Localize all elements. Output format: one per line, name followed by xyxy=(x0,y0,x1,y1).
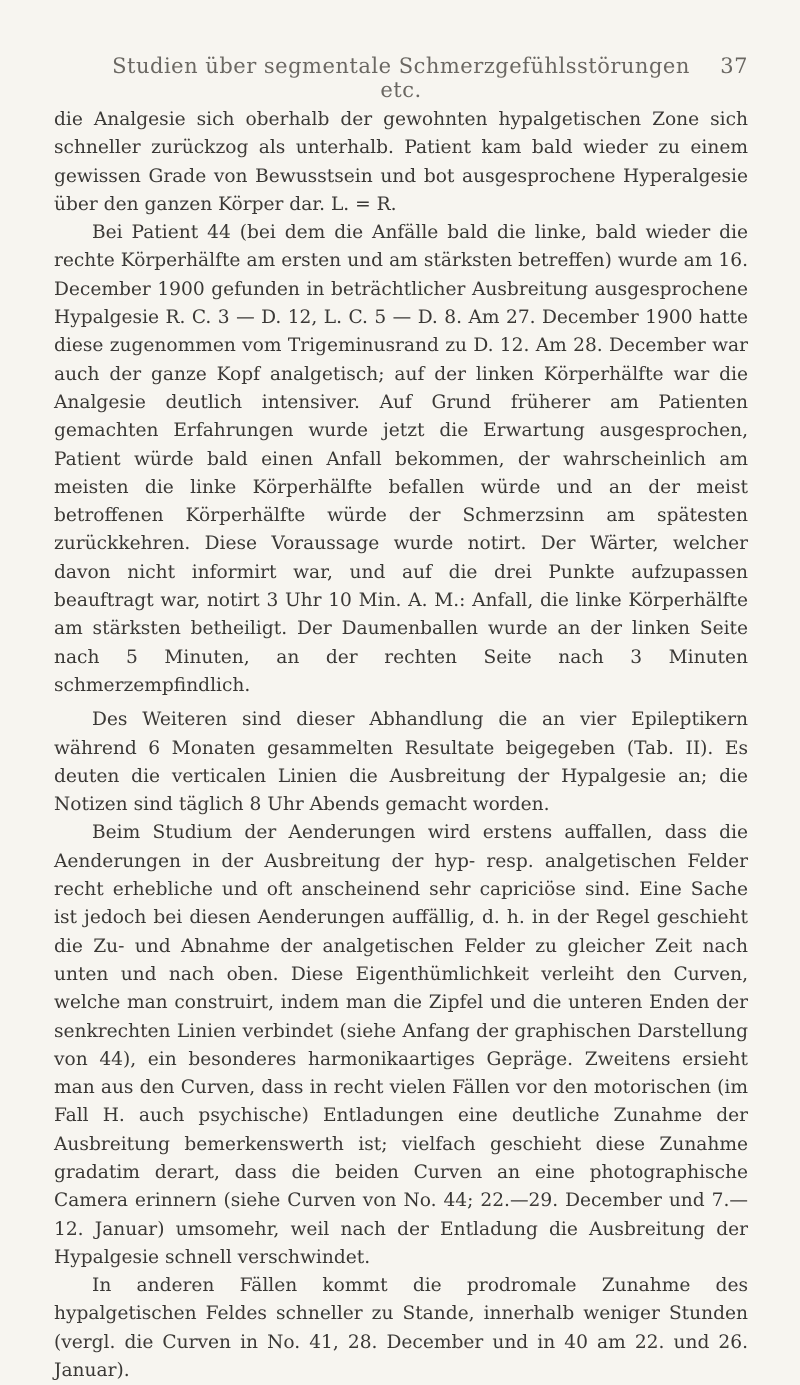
page-number: 37 xyxy=(720,54,748,78)
paragraph: die Analgesie sich oberhalb der gewohnten hypalgetischen Zone sich schneller zurückzog als unterhalb. Patient kam bald wieder zu einem gewissen Grade von Bewusstsein und bot ausgesprochene Hyperalgesie über den ganzen Körper dar. L. = R. xyxy=(54,109,748,215)
paragraph: In anderen Fällen kommt die prodromale Zunahme des hypalgetischen Feldes schneller zu Stande, innerhalb weniger Stunden (vergl. die Curven in No. 41, 28. December und in 40 am 22. und 26. Januar). xyxy=(54,1275,748,1382)
paragraph: Bei Patient 44 (bei dem die Anfälle bald die linke, bald wieder die rechte Körperhälfte am ersten und am stärksten betreffen) wurde am 16. December 1900 gefunden in beträchtlicher Ausbreitung ausgesprochene Hypalgesie R. C. 3 — D. 12, L. C. 5 — D. 8. Am 27. December 1900 hatte diese zugenommen vom Trigeminusrand zu D. 12. Am 28. December war auch der ganze Kopf analgetisch; auf der linken Körperhälfte war die Analgesie deutlich intensiver. Auf Grund früherer am Patienten gemachten Erfahrungen wurde jetzt die Erwartung ausgesprochen, Patient würde bald einen Anfall bekommen, der wahrscheinlich am meisten die linke Körperhälfte befallen würde und an der meist betroffenen Körperhälfte würde der Schmerzsinn am spätesten zurückkehren. Diese Voraussage wurde notirt. Der Wärter, welcher davon nicht informirt war, und auf die drei Punkte aufzupassen beauftragt war, notirt 3 Uhr 10 Min. A. M.: Anfall, die linke Körperhälfte am stärksten betheiligt. Der Daumenballen wurde an der linken Seite nach 5 Minuten, an der rechten Seite nach 3 Minuten schmerzempfindlich. xyxy=(54,222,748,696)
paragraph: Beim Studium der Aenderungen wird erstens auffallen, dass die Aenderungen in der Ausbreitung der hyp- resp. analgetischen Felder recht erhebliche und oft anscheinend sehr capriciöse sind. Eine Sache ist jedoch bei diesen Aenderungen auffällig, d. h. in der Regel geschieht die Zu- und Abnahme der analgetischen Felder zu gleicher Zeit nach unten und nach oben. Diese Eigenthümlichkeit verleiht den Curven, welche man construirt, indem man die Zipfel und die unteren Enden der senkrechten Linien verbindet (siehe Anfang der graphischen Darstellung von 44), ein besonderes harmonikaartiges Gepräge. Zweitens ersieht man aus den Curven, dass in recht vielen Fällen vor den motorischen (im Fall H. auch psychische) Entladungen eine deutliche Zunahme der Ausbreitung bemerkenswerth ist; vielfach geschieht diese Zunahme gradatim derart, dass die beiden Curven an eine photographische Camera erinnern (siehe Curven von No. 44; 22.—29. December und 7.—12. Januar) umsomehr, weil nach der Entladung die Ausbreitung der Hypalgesie schnell verschwindet. xyxy=(54,822,748,1268)
paragraph: Des Weiteren sind dieser Abhandlung die an vier Epileptikern während 6 Monaten gesammelten Resultate beigegeben (Tab. II). Es deuten die verticalen Linien die Ausbreitung der Hypalgesie an; die Notizen sind täglich 8 Uhr Abends gemacht worden. xyxy=(54,709,748,816)
body-text xyxy=(54,106,748,1385)
running-title: Studien über segmentale Schmerzgefühlsstörungen etc. xyxy=(112,54,690,102)
page-header xyxy=(54,54,748,102)
